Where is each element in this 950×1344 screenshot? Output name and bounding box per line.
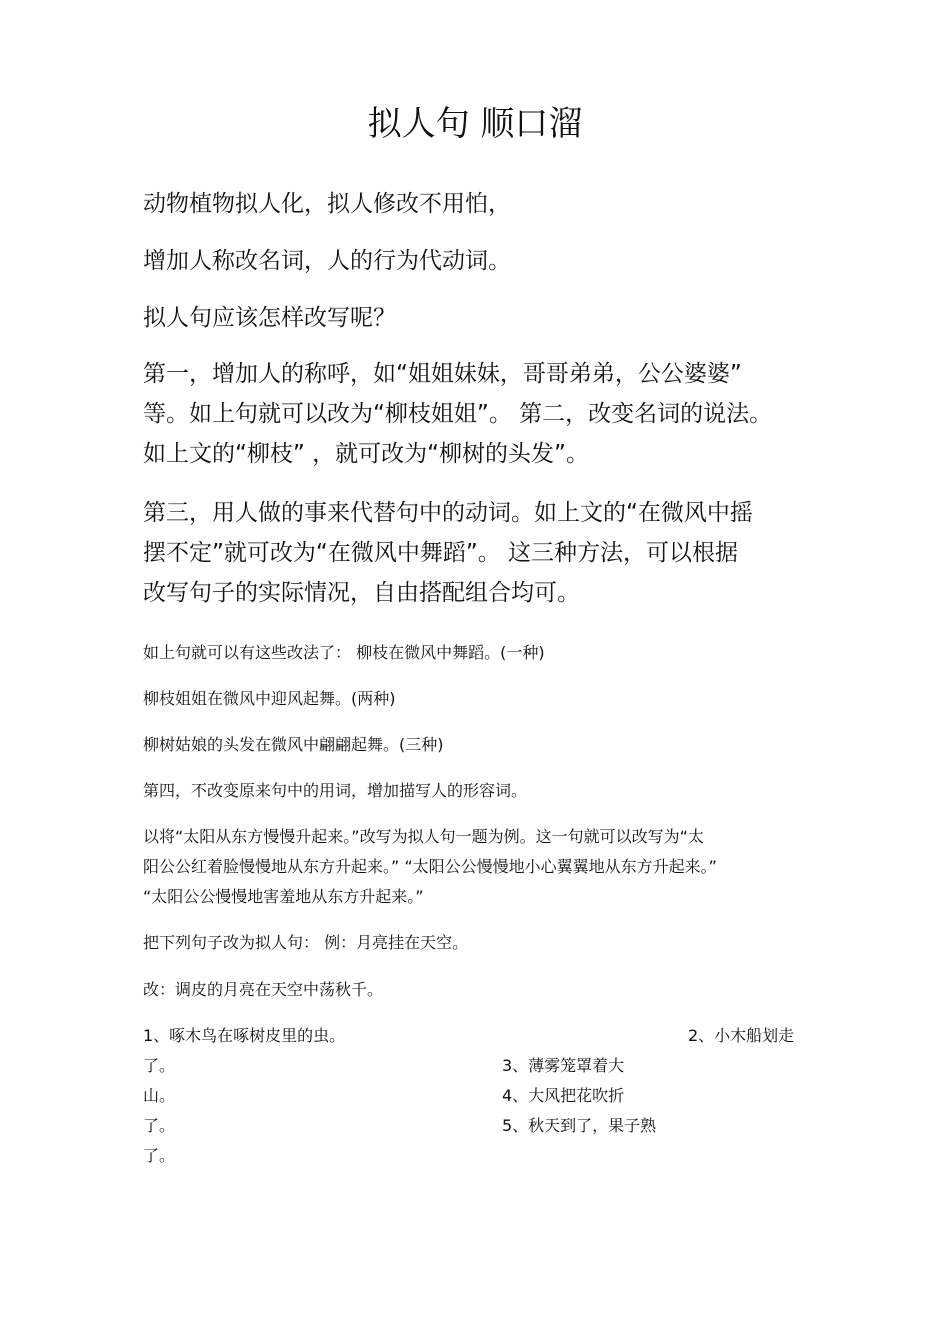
- example-three: 柳树姑娘的头发在微风中翩翩起舞。(三种): [143, 735, 444, 754]
- exercise-instruction: 把下列句子改为拟人句： 例：月亮挂在天空。: [143, 933, 469, 952]
- method-third-paragraph: [143, 493, 833, 613]
- method-fourth: 第四，不改变原来句中的用词，增加描写人的形容词。: [143, 781, 528, 800]
- exercise-item: 山。: [143, 1086, 176, 1105]
- exercise-item: 了。: [143, 1056, 176, 1075]
- exercise-item: 5、秋天到了，果子熟: [502, 1116, 657, 1135]
- exercise-item: 了。: [143, 1116, 176, 1135]
- example-two: 柳枝姐姐在微风中迎风起舞。(两种): [143, 689, 396, 708]
- paragraph-line: 等。如上句就可以改为“柳枝姐姐”。 第二，改变名词的说法。: [143, 401, 773, 427]
- exercise-item: 3、薄雾笼罩着大: [502, 1056, 625, 1075]
- rhyme-line-1: 动物植物拟人化，拟人修改不用怕，: [143, 191, 511, 217]
- exercise-left-column: [143, 1021, 345, 1171]
- sun-example-paragraph: [143, 822, 833, 912]
- paragraph-line: “太阳公公慢慢地害羞地从东方升起来。”: [143, 887, 424, 906]
- exercise-item: 了。: [143, 1146, 176, 1165]
- paragraph-line: 摆不定”就可改为“在微风中舞蹈”。 这三种方法，可以根据: [143, 540, 739, 566]
- paragraph-line: 如上文的“柳枝” ，就可改为“柳树的头发”。: [143, 441, 589, 467]
- paragraph-line: 第一，增加人的称呼，如“姐姐妹妹，哥哥弟弟，公公婆婆”: [143, 361, 742, 387]
- exercise-answer: 改：调皮的月亮在天空中荡秋千。: [143, 980, 384, 999]
- page-title: 拟人句 顺口溜: [367, 104, 583, 144]
- exercise-middle-column: [502, 1051, 656, 1141]
- paragraph-line: 第三，用人做的事来代替句中的动词。如上文的“在微风中摇: [143, 500, 753, 526]
- paragraph-line: 改写句子的实际情况，自由搭配组合均可。: [143, 580, 580, 606]
- paragraph-line: 阳公公红着脸慢慢地从东方升起来。” “太阳公公慢慢地小心翼翼地从东方升起来。”: [143, 857, 717, 876]
- exercise-item: 4、大风把花吹折: [502, 1086, 625, 1105]
- rhyme-line-2: 增加人称改名词，人的行为代动词。: [143, 248, 511, 274]
- example-one: 如上句就可以有这些改法了： 柳枝在微风中舞蹈。(一种): [143, 643, 545, 662]
- exercise-item: 1、啄木鸟在啄树皮里的虫。: [143, 1026, 346, 1045]
- method-first-paragraph: [143, 354, 833, 474]
- rhyme-line-3: 拟人句应该怎样改写呢？: [143, 305, 396, 331]
- paragraph-line: 以将“太阳从东方慢慢升起来。”改写为拟人句一题为例。这一句就可以改写为“太: [143, 827, 704, 846]
- exercise-item-2: 2、小木船划走: [688, 1026, 795, 1045]
